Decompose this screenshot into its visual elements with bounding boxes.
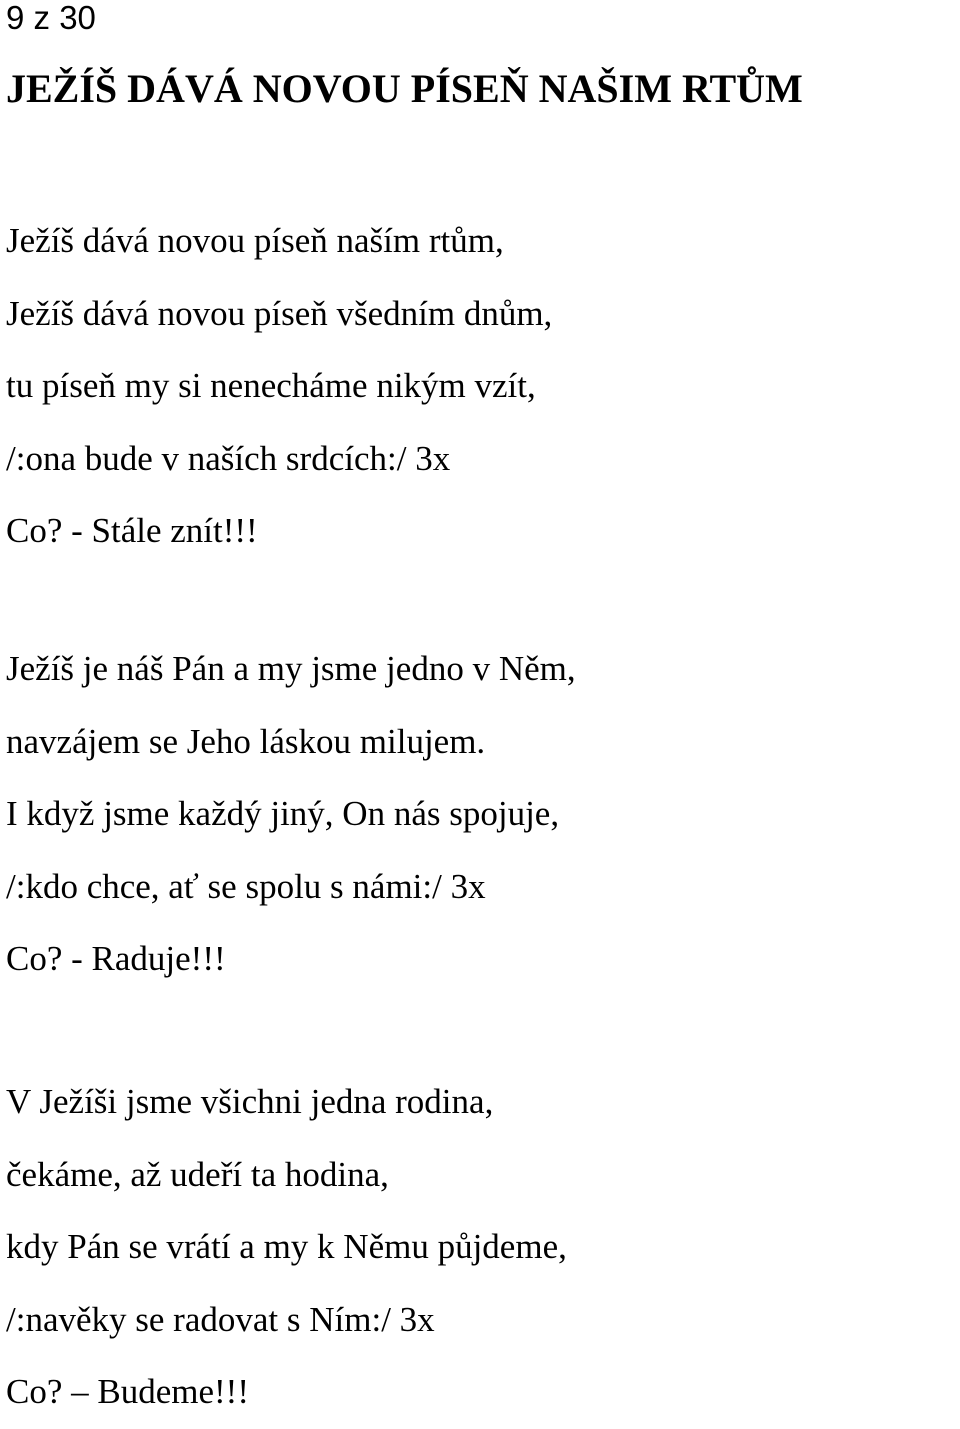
verse-line: V Ježíši jsme všichni jedna rodina, — [6, 1082, 494, 1121]
verse-1 — [6, 205, 552, 568]
verse-line: čekáme, až udeří ta hodina, — [6, 1154, 389, 1194]
verse-line: Ježíš dává novou píseň naším rtům, — [6, 221, 504, 260]
verse-line: Co? - Stále znít!!! — [6, 511, 258, 550]
verse-2 — [6, 633, 576, 996]
verse-line: /:navěky se radovat s Ním:/ 3x — [6, 1299, 435, 1339]
verse-line: Ježíš dává novou píseň všedním dnům, — [6, 293, 553, 333]
verse-line: Ježíš je náš Pán a my jsme jedno v Něm, — [6, 649, 576, 688]
verse-line: Co? - Raduje!!! — [6, 939, 226, 978]
verse-line: /:ona bude v naších srdcích:/ 3x — [6, 438, 451, 478]
verse-line: I když jsme každý jiný, On nás spojuje, — [6, 794, 560, 833]
song-title: JEŽÍŠ DÁVÁ NOVOU PÍSEŇ NAŠIM RTŮM — [6, 66, 803, 111]
verse-line: navzájem se Jeho láskou milujem. — [6, 721, 486, 761]
verse-line: Co? – Budeme!!! — [6, 1372, 249, 1411]
verse-line: /:kdo chce, ať se spolu s námi:/ 3x — [6, 866, 486, 906]
verse-3 — [6, 1066, 567, 1429]
verse-line: tu píseň my si nenecháme nikým vzít, — [6, 366, 536, 405]
page-counter: 9 z 30 — [6, 0, 96, 36]
verse-line: kdy Pán se vrátí a my k Němu půjdeme, — [6, 1227, 567, 1266]
